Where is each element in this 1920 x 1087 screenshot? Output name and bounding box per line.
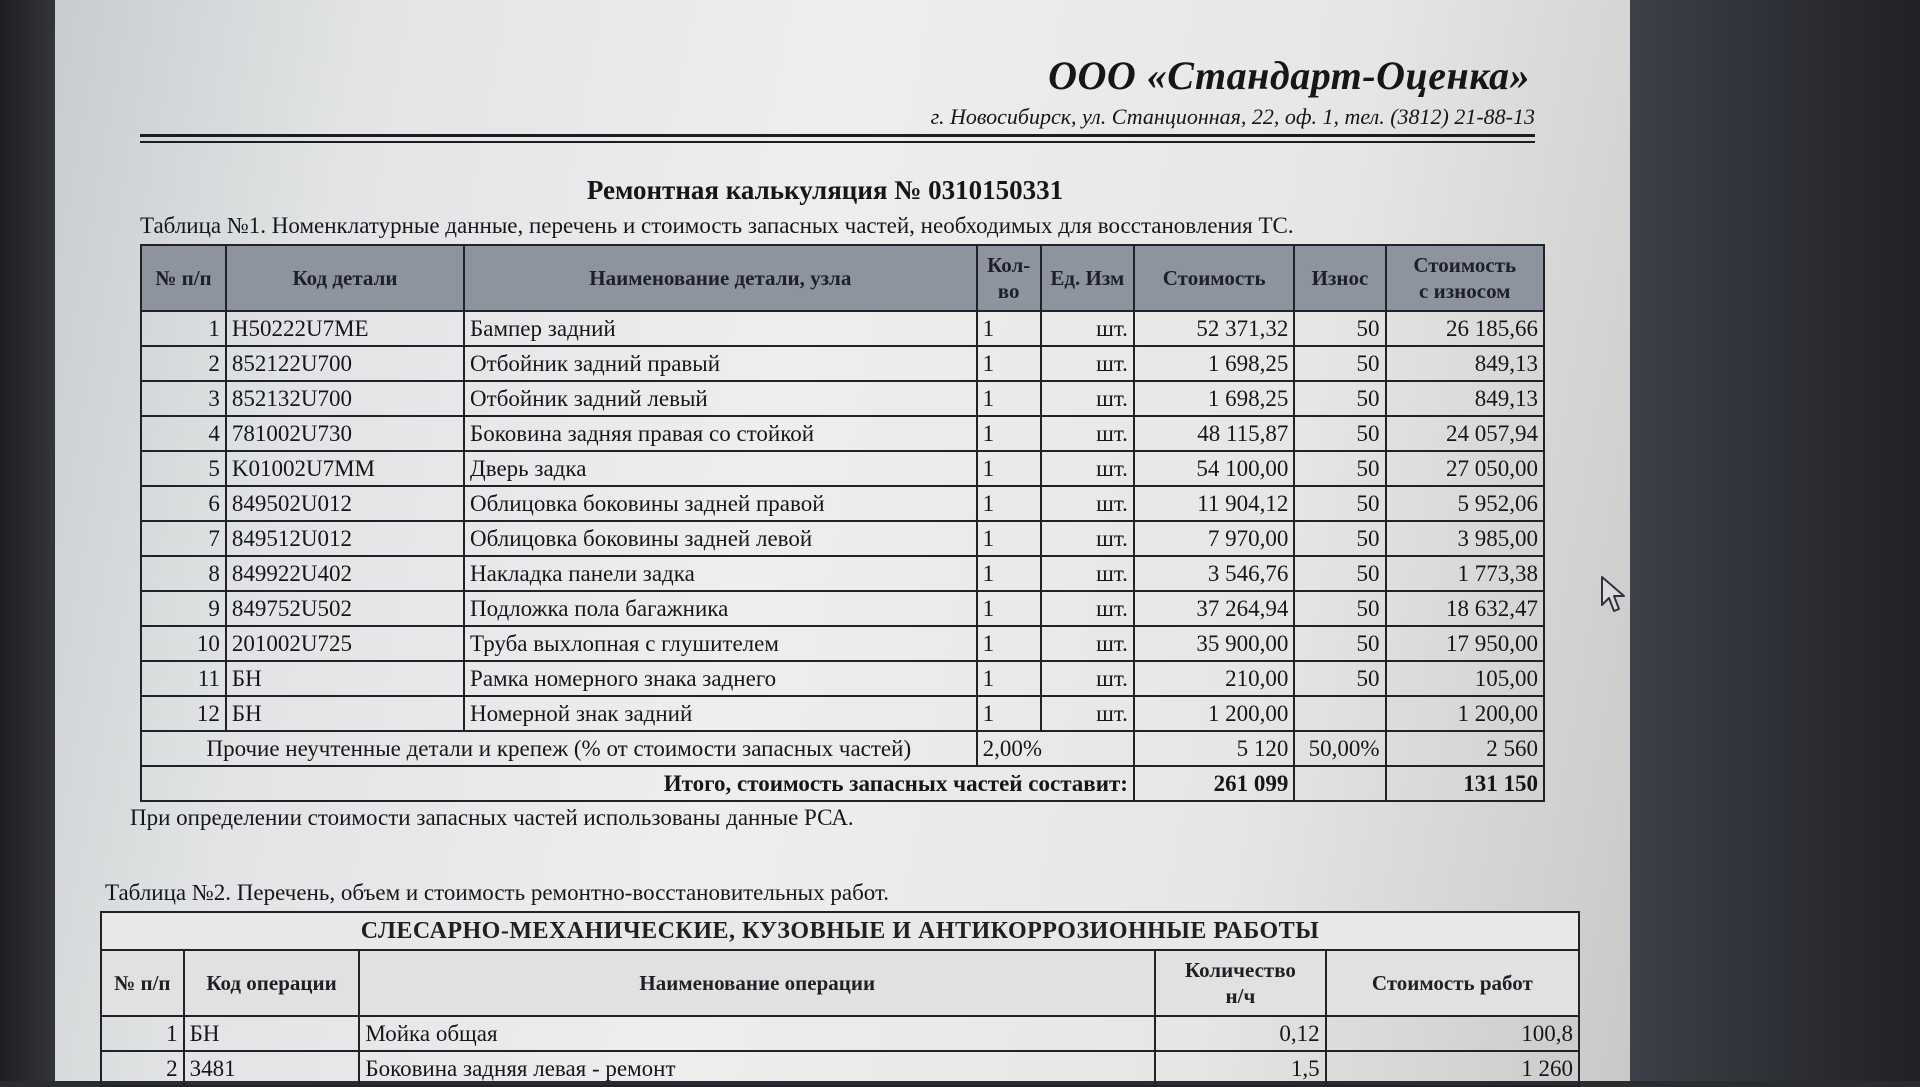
- work-row-cost: 1 260: [1326, 1051, 1579, 1086]
- parts-table-row: [141, 346, 1544, 381]
- part-row-wear: 50: [1294, 311, 1385, 346]
- work-row-name: Боковина задняя левая - ремонт: [359, 1051, 1155, 1086]
- part-row-unit: шт.: [1041, 661, 1134, 696]
- parts-table-header: [141, 245, 1544, 311]
- part-row-name: Номерной знак задний: [464, 696, 977, 731]
- part-row-cost-with-wear: 105,00: [1386, 661, 1544, 696]
- part-row-name: Труба выхлопная с глушителем: [464, 626, 977, 661]
- parts-table-row: [141, 381, 1544, 416]
- part-row-number: 8: [141, 556, 226, 591]
- part-row-cost-with-wear: 849,13: [1386, 346, 1544, 381]
- part-row-code: 849922U402: [226, 556, 464, 591]
- part-row-wear: 50: [1294, 381, 1385, 416]
- col-header-code: Код детали: [226, 245, 464, 311]
- part-row-cost-with-wear: 3 985,00: [1386, 521, 1544, 556]
- part-row-unit: шт.: [1041, 696, 1134, 731]
- part-row-qty: 1: [977, 591, 1041, 626]
- total-cost: 261 099: [1134, 766, 1294, 801]
- parts-table-row: [141, 591, 1544, 626]
- work-row-code: БН: [184, 1016, 360, 1051]
- part-row-cost: 1 698,25: [1134, 346, 1294, 381]
- table2-caption: Таблица №2. Перечень, объем и стоимость ремонтно-восстановительных работ.: [105, 880, 890, 905]
- parts-table-row: [141, 521, 1544, 556]
- total-row: [141, 766, 1544, 801]
- part-row-cost: 11 904,12: [1134, 486, 1294, 521]
- part-row-cost-with-wear: 18 632,47: [1386, 591, 1544, 626]
- part-row-wear: [1294, 696, 1385, 731]
- work-row-name: Мойка общая: [359, 1016, 1155, 1051]
- parts-note: При определении стоимости запасных частей использованы данные РСА.: [130, 805, 854, 830]
- works-col-header-code: Код операции: [184, 950, 360, 1016]
- other-parts-row: [141, 731, 1544, 766]
- col-header-costw-line1: Стоимость: [1413, 253, 1517, 277]
- parts-table-row: [141, 311, 1544, 346]
- part-row-qty: 1: [977, 416, 1041, 451]
- part-row-code: 849502U012: [226, 486, 464, 521]
- part-row-qty: 1: [977, 451, 1041, 486]
- other-parts-wear: 50,00%: [1294, 731, 1385, 766]
- part-row-cost-with-wear: 17 950,00: [1386, 626, 1544, 661]
- col-header-qty: [977, 245, 1041, 311]
- total-wear-empty: [1294, 766, 1385, 801]
- parts-table-body: [141, 311, 1544, 731]
- part-row-code: БН: [226, 661, 464, 696]
- part-row-number: 2: [141, 346, 226, 381]
- part-row-wear: 50: [1294, 661, 1385, 696]
- part-row-name: Отбойник задний левый: [464, 381, 977, 416]
- parts-table-row: [141, 451, 1544, 486]
- work-row-number: 1: [101, 1016, 184, 1051]
- part-row-cost: 54 100,00: [1134, 451, 1294, 486]
- part-row-qty: 1: [977, 626, 1041, 661]
- part-row-name: Бампер задний: [464, 311, 977, 346]
- col-header-wear: Износ: [1294, 245, 1385, 311]
- part-row-cost: 3 546,76: [1134, 556, 1294, 591]
- part-row-number: 5: [141, 451, 226, 486]
- other-parts-label: Прочие неучтенные детали и крепеж (% от стоимости запасных частей): [141, 731, 977, 766]
- document-page: [55, 0, 1630, 1081]
- part-row-cost: 7 970,00: [1134, 521, 1294, 556]
- part-row-qty: 1: [977, 556, 1041, 591]
- part-row-name: Дверь задка: [464, 451, 977, 486]
- part-row-number: 1: [141, 311, 226, 346]
- part-row-code: 849752U502: [226, 591, 464, 626]
- part-row-code: H50222U7ME: [226, 311, 464, 346]
- part-row-wear: 50: [1294, 626, 1385, 661]
- work-row-code: 3481: [184, 1051, 360, 1086]
- part-row-qty: 1: [977, 661, 1041, 696]
- part-row-code: БН: [226, 696, 464, 731]
- part-row-code: 852122U700: [226, 346, 464, 381]
- part-row-cost-with-wear: 26 185,66: [1386, 311, 1544, 346]
- part-row-name: Накладка панели задка: [464, 556, 977, 591]
- company-address: г. Новосибирск, ул. Станционная, 22, оф. 1, тел. (3812) 21-88-13: [930, 104, 1535, 129]
- part-row-name: Боковина задняя правая со стойкой: [464, 416, 977, 451]
- part-row-number: 12: [141, 696, 226, 731]
- header-rule-secondary: [140, 141, 1535, 143]
- parts-table: [140, 244, 1545, 802]
- parts-table-row: [141, 416, 1544, 451]
- part-row-wear: 50: [1294, 591, 1385, 626]
- part-row-unit: шт.: [1041, 381, 1134, 416]
- part-row-qty: 1: [977, 521, 1041, 556]
- work-row-hours: 0,12: [1155, 1016, 1326, 1051]
- part-row-wear: 50: [1294, 416, 1385, 451]
- parts-table-row: [141, 696, 1544, 731]
- part-row-cost-with-wear: 849,13: [1386, 381, 1544, 416]
- work-row-number: 2: [101, 1051, 184, 1086]
- total-cost-with-wear: 131 150: [1386, 766, 1544, 801]
- mouse-pointer-icon: [1600, 575, 1628, 615]
- part-row-unit: шт.: [1041, 521, 1134, 556]
- part-row-name: Отбойник задний правый: [464, 346, 977, 381]
- other-parts-cost: 5 120: [1134, 731, 1294, 766]
- part-row-unit: шт.: [1041, 556, 1134, 591]
- part-row-wear: 50: [1294, 486, 1385, 521]
- work-row-hours: 1,5: [1155, 1051, 1326, 1086]
- parts-table-row: [141, 661, 1544, 696]
- works-col-header-n: № п/п: [101, 950, 184, 1016]
- document-title: Ремонтная калькуляция № 0310150331: [586, 175, 1064, 205]
- works-col-header-hours-line1: Количество: [1184, 958, 1296, 982]
- part-row-cost-with-wear: 1 773,38: [1386, 556, 1544, 591]
- part-row-cost: 37 264,94: [1134, 591, 1294, 626]
- part-row-cost-with-wear: 27 050,00: [1386, 451, 1544, 486]
- col-header-cost: Стоимость: [1134, 245, 1294, 311]
- part-row-name: Подложка пола багажника: [464, 591, 977, 626]
- col-header-costw-line2: с износом: [1419, 279, 1511, 303]
- other-parts-cost-with-wear: 2 560: [1386, 731, 1544, 766]
- total-label: Итого, стоимость запасных частей составит:: [141, 766, 1134, 801]
- works-section-title: СЛЕСАРНО-МЕХАНИЧЕСКИЕ, КУЗОВНЫЕ И АНТИКОРРОЗИОННЫЕ РАБОТЫ: [101, 912, 1579, 950]
- part-row-number: 3: [141, 381, 226, 416]
- parts-table-row: [141, 556, 1544, 591]
- part-row-name: Рамка номерного знака заднего: [464, 661, 977, 696]
- part-row-unit: шт.: [1041, 416, 1134, 451]
- part-row-wear: 50: [1294, 451, 1385, 486]
- part-row-unit: шт.: [1041, 591, 1134, 626]
- part-row-unit: шт.: [1041, 451, 1134, 486]
- part-row-cost: 35 900,00: [1134, 626, 1294, 661]
- part-row-number: 11: [141, 661, 226, 696]
- part-row-code: K01002U7MM: [226, 451, 464, 486]
- part-row-cost: 1 200,00: [1134, 696, 1294, 731]
- part-row-unit: шт.: [1041, 486, 1134, 521]
- col-header-n: № п/п: [141, 245, 226, 311]
- part-row-code: 849512U012: [226, 521, 464, 556]
- part-row-unit: шт.: [1041, 346, 1134, 381]
- works-col-header-hours-line2: н/ч: [1225, 984, 1256, 1008]
- works-table-header: [101, 950, 1579, 1016]
- part-row-code: 201002U725: [226, 626, 464, 661]
- part-row-cost: 1 698,25: [1134, 381, 1294, 416]
- part-row-wear: 50: [1294, 521, 1385, 556]
- part-row-wear: 50: [1294, 556, 1385, 591]
- part-row-number: 4: [141, 416, 226, 451]
- works-col-header-name: Наименование операции: [359, 950, 1155, 1016]
- background-right: [1630, 0, 1920, 1081]
- parts-table-row: [141, 486, 1544, 521]
- part-row-qty: 1: [977, 486, 1041, 521]
- part-row-name: Облицовка боковины задней левой: [464, 521, 977, 556]
- part-row-qty: 1: [977, 696, 1041, 731]
- part-row-code: 852132U700: [226, 381, 464, 416]
- col-header-cost-with-wear: [1386, 245, 1544, 311]
- company-name: ООО «Стандарт-Оценка»: [1048, 53, 1530, 98]
- part-row-cost: 48 115,87: [1134, 416, 1294, 451]
- part-row-number: 6: [141, 486, 226, 521]
- header-rule: [140, 134, 1535, 137]
- works-table-body: [101, 1016, 1579, 1086]
- other-parts-pct: 2,00%: [977, 731, 1134, 766]
- works-col-header-hours: [1155, 950, 1326, 1016]
- part-row-cost-with-wear: 24 057,94: [1386, 416, 1544, 451]
- parts-table-row: [141, 626, 1544, 661]
- part-row-cost-with-wear: 1 200,00: [1386, 696, 1544, 731]
- col-header-name: Наименование детали, узла: [464, 245, 977, 311]
- part-row-qty: 1: [977, 311, 1041, 346]
- col-header-unit: Ед. Изм: [1041, 245, 1134, 311]
- part-row-unit: шт.: [1041, 311, 1134, 346]
- part-row-number: 10: [141, 626, 226, 661]
- part-row-number: 9: [141, 591, 226, 626]
- part-row-cost-with-wear: 5 952,06: [1386, 486, 1544, 521]
- part-row-code: 781002U730: [226, 416, 464, 451]
- part-row-number: 7: [141, 521, 226, 556]
- col-header-qty-line1: Кол-: [987, 253, 1031, 277]
- part-row-wear: 50: [1294, 346, 1385, 381]
- part-row-qty: 1: [977, 346, 1041, 381]
- works-table: [100, 911, 1580, 1087]
- part-row-unit: шт.: [1041, 626, 1134, 661]
- part-row-cost: 210,00: [1134, 661, 1294, 696]
- part-row-cost: 52 371,32: [1134, 311, 1294, 346]
- works-table-row: [101, 1016, 1579, 1051]
- table1-caption: Таблица №1. Номенклатурные данные, перечень и стоимость запасных частей, необходимых для восстановления ТС.: [140, 213, 1294, 238]
- part-row-qty: 1: [977, 381, 1041, 416]
- works-col-header-cost: Стоимость работ: [1326, 950, 1579, 1016]
- part-row-name: Облицовка боковины задней правой: [464, 486, 977, 521]
- col-header-qty-line2: во: [997, 279, 1020, 303]
- work-row-cost: 100,8: [1326, 1016, 1579, 1051]
